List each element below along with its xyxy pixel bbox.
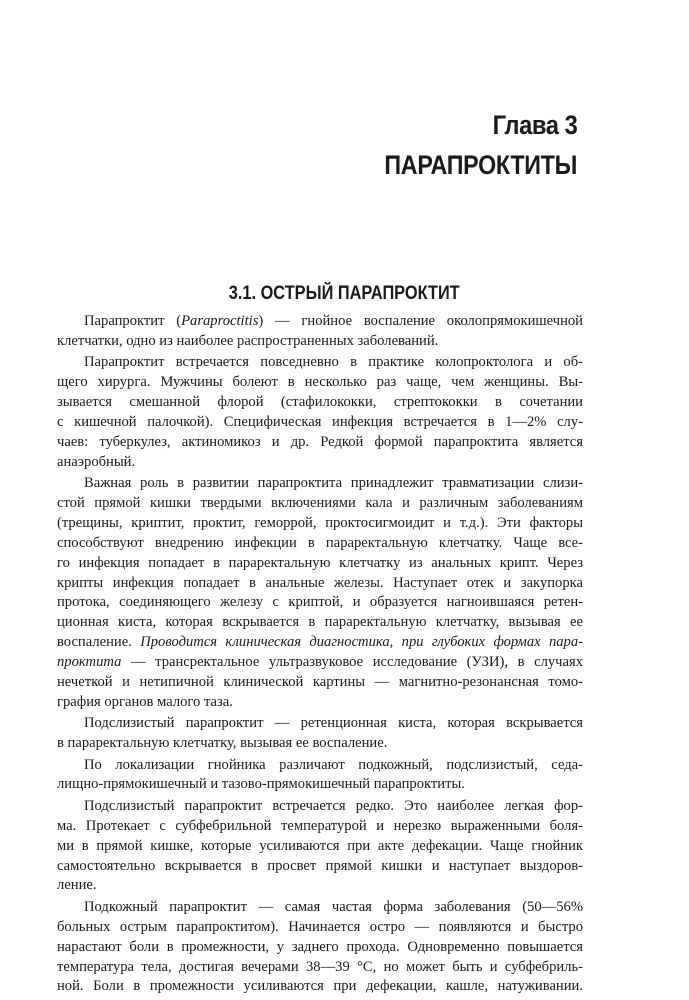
text-run: ление.: [57, 877, 97, 894]
text-run: Подкожный парапроктит — самая частая форма заболевания (50—56%: [84, 898, 583, 915]
paragraph: [57, 898, 583, 997]
paragraph: [57, 353, 583, 472]
text-run: нарастают боли в промежности, у заднего прохода. Одновременно повышается: [57, 938, 583, 955]
text-run: го инфекция попадает в параректальную клетчатку из анальных крипт. Через: [57, 554, 583, 571]
text-line: [57, 593, 583, 613]
text-line: [57, 413, 583, 433]
text-run: в параректальную клетчатку, вызывая ее воспаление.: [57, 735, 388, 752]
text-line: [57, 534, 583, 554]
chapter-label: Глава 3: [492, 110, 577, 140]
text-line: [57, 653, 583, 673]
text-run: Важная роль в развитии парапроктита принадлежит травматизации слизи-: [84, 475, 583, 492]
text-run: стой прямой кишки твердыми включениями кала и различным заболеваниям: [57, 495, 583, 512]
text-run: анаэробный.: [57, 453, 136, 470]
text-run: графия органов малого таза.: [57, 693, 233, 710]
text-line: [57, 734, 583, 754]
text-run: ма. Протекает с субфебрильной температурой и нерезко выраженными боля-: [57, 817, 583, 834]
text-line: [57, 898, 583, 918]
text-line: [57, 453, 583, 473]
text-run: клетчатки, одно из наиболее распространенных заболеваний.: [57, 332, 439, 349]
text-run: крипты инфекция попадает в анальные железы. Наступает отек и закупорка: [57, 574, 583, 591]
paragraph: [57, 312, 583, 352]
text-run: Парапроктит (: [84, 313, 182, 329]
text-run: температура тела, достигая вечерами 38—39 °С, но может быть и субфебриль-: [57, 958, 583, 975]
text-line: [57, 332, 583, 352]
text-line: [57, 775, 583, 795]
text-line: [57, 433, 583, 453]
text-line: [57, 714, 583, 734]
section-heading-wrap: [0, 283, 689, 305]
text-line: [57, 938, 583, 958]
text-line: [57, 837, 583, 857]
text-run: Paraproctitis: [181, 313, 259, 329]
text-run: ционная киста, которая вскрывается в параректальную клетчатку, вызывая ее: [57, 614, 583, 631]
text-line: [57, 673, 583, 693]
text-line: [57, 918, 583, 938]
text-line: [57, 756, 583, 776]
text-run: самостоятельно вскрывается в просвет прямой кишки и наступает выздоров-: [57, 857, 583, 874]
text-line: [57, 312, 583, 332]
text-run: (трещины, криптит, проктит, геморрой, проктосигмоидит и т.д.). Эти факторы: [57, 514, 583, 531]
text-line: [57, 373, 583, 393]
text-run: ) — гнойное воспаление околопрямокишечной: [258, 313, 583, 329]
text-run: — трансректальное ультразвуковое исследование (УЗИ), в случаях: [121, 654, 583, 671]
text-line: [57, 693, 583, 713]
section-heading: 3.1. ОСТРЫЙ ПАРАПРОКТИТ: [229, 283, 460, 304]
text-line: [57, 353, 583, 373]
text-line: [57, 474, 583, 494]
paragraph: [57, 756, 583, 796]
body-text: [57, 312, 583, 999]
paragraph: [57, 714, 583, 754]
text-run: протока, соединяющего железу с криптой, и образуется нагноившаяся ретен-: [57, 594, 583, 611]
text-run: Проводится клиническая диагностика, при глубоких формах пара-: [140, 634, 583, 651]
text-run: нечеткой и нетипичной клинической картины — магнитно-резонансная томо-: [57, 674, 583, 691]
text-line: [57, 817, 583, 837]
chapter-title: ПАРАПРОКТИТЫ: [384, 150, 577, 180]
text-line: [57, 797, 583, 817]
text-line: [57, 857, 583, 877]
text-line: [57, 633, 583, 653]
text-line: [57, 958, 583, 978]
text-run: способствуют внедрению инфекции в параректальную клетчатку. Чаще все-: [57, 534, 583, 551]
text-line: [57, 613, 583, 633]
text-run: лищно-прямокишечный и тазово-прямокишечный парапроктиты.: [57, 776, 465, 793]
text-line: [57, 876, 583, 896]
text-run: с кишечной палочкой). Специфическая инфекция встречается в 1—2% слу-: [57, 413, 583, 430]
paragraph: [57, 474, 583, 713]
text-run: Парапроктит встречается повседневно в практике колопроктолога и об-: [84, 354, 583, 371]
text-run: ми в прямой кишке, которые усиливаются при акте дефекации. Чаще гнойник: [57, 837, 583, 854]
text-line: [57, 574, 583, 594]
text-run: зывается смешанной флорой (стафилококки, стрептококки в сочетании: [57, 394, 583, 411]
text-run: проктита: [57, 654, 122, 671]
text-line: [57, 393, 583, 413]
text-line: [57, 494, 583, 514]
text-run: больных острым парапроктитом). Начинается остро — появляются и быстро: [57, 918, 583, 935]
text-line: [57, 514, 583, 534]
text-run: чаев: туберкулез, актиномикоз и др. Редкой формой парапроктита является: [57, 433, 583, 450]
text-line: [57, 977, 583, 997]
text-run: щего хирурга. Мужчины болеют в несколько раз чаще, чем женщины. Вы-: [57, 374, 583, 391]
paragraph: [57, 797, 583, 896]
text-run: Подслизистый парапроктит встречается редко. Это наиболее легкая фор-: [84, 797, 583, 814]
text-run: воспаление.: [57, 634, 141, 651]
text-run: Подслизистый парапроктит — ретенционная киста, которая вскрывается: [84, 715, 583, 732]
text-run: ной. Боли в промежности усиливаются при дефекации, кашле, натуживании.: [57, 978, 583, 995]
text-run: По локализации гнойника различают подкожный, подслизистый, седа-: [84, 756, 583, 773]
text-line: [57, 554, 583, 574]
